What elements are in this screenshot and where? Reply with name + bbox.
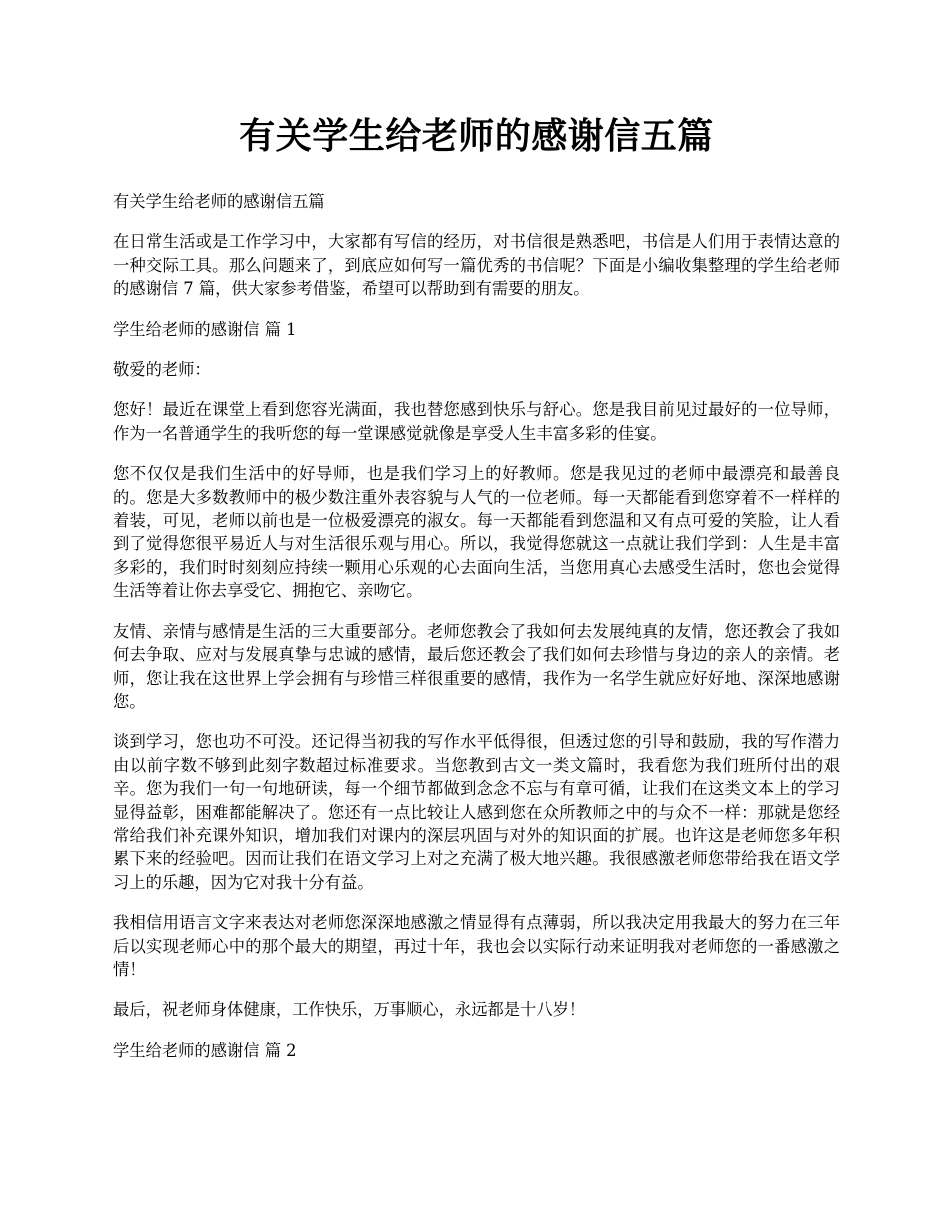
body-paragraph: 您好！最近在课堂上看到您容光满面，我也替您感到快乐与舒心。您是我目前见过最好的一位导师，作为一名普通学生的我听您的每一堂课感觉就像是享受人生丰富多彩的佳宴。	[113, 400, 840, 443]
section-heading-letter-2: 学生给老师的感谢信 篇 2	[113, 1040, 297, 1060]
closing-paragraph: 最后，祝老师身体健康，工作快乐，万事顺心，永远都是十八岁！	[113, 1000, 586, 1020]
body-paragraph: 谈到学习，您也功不可没。还记得当初我的写作水平低得很，但透过您的引导和鼓励，我的写作潜力由以前字数不够到此刻字数超过标准要求。当您教到古文一类文篇时，我看您为我们班所付出的艰辛。您为我们一句一句地研读，每一个细节都做到念念不忘与有章可循，让我们在这类文本上的学习显得益彰，困难都能解决了。您还有一点比较让人感到您在众所教师之中的与众不一样：那就是您经常给我们补充课外知识，增加我们对课内的深层巩固与对外的知识面的扩展。也许这是老师您多年积累下来的经验吧。因而让我们在语文学习上对之充满了极大地兴趣。我很感激老师您带给我在语文学习上的乐趣，因为它对我十分有益。	[113, 732, 840, 892]
body-paragraph: 我相信用语言文字来表达对老师您深深地感激之情显得有点薄弱，所以我决定用我最大的努力在三年后以实现老师心中的那个最大的期望，再过十年，我也会以实际行动来证明我对老师您的一番感激之情！	[113, 913, 840, 979]
document-title: 有关学生给老师的感谢信五篇	[239, 115, 714, 157]
section-heading-letter-1: 学生给老师的感谢信 篇 1	[113, 319, 297, 339]
intro-paragraph: 在日常生活或是工作学习中，大家都有写信的经历，对书信很是熟悉吧，书信是人们用于表情达意的一种交际工具。那么问题来了，到底应如何写一篇优秀的书信呢？下面是小编收集整理的学生给老师的感谢信 7 篇，供大家参考借鉴，希望可以帮助到有需要的朋友。	[113, 232, 840, 299]
document-page	[113, 112, 840, 1079]
subtitle-paragraph: 有关学生给老师的感谢信五篇	[113, 192, 325, 211]
body-paragraph: 您不仅仅是我们生活中的好导师，也是我们学习上的好教师。您是我见过的老师中最漂亮和最善良的。您是大多数教师中的极少数注重外表容貌与人气的一位老师。每一天都能看到您穿着不一样样的着装，可见，老师以前也是一位极爱漂亮的淑女。每一天都能看到您温和又有点可爱的笑脸，让人看到了觉得您很平易近人与对生活很乐观与用心。所以，我觉得您就这一点就让我们学到：人生是丰富多彩的，我们时时刻刻应持续一颗用心乐观的心去面向生活，当您用真心去感受生活时，您也会觉得生活等着让你去享受它、拥抱它、亲吻它。	[113, 464, 840, 601]
body-paragraph: 友情、亲情与感情是生活的三大重要部分。老师您教会了我如何去发展纯真的友情，您还教会了我如何去争取、应对与发展真挚与忠诚的感情，最后您还教会了我们如何去珍惜与身边的亲人的亲情。老师，您让我在这世界上学会拥有与珍惜三样很重要的感情，我作为一名学生就应好好地、深深地感谢您。	[113, 621, 840, 711]
salutation-paragraph: 敬爱的老师：	[113, 360, 211, 380]
